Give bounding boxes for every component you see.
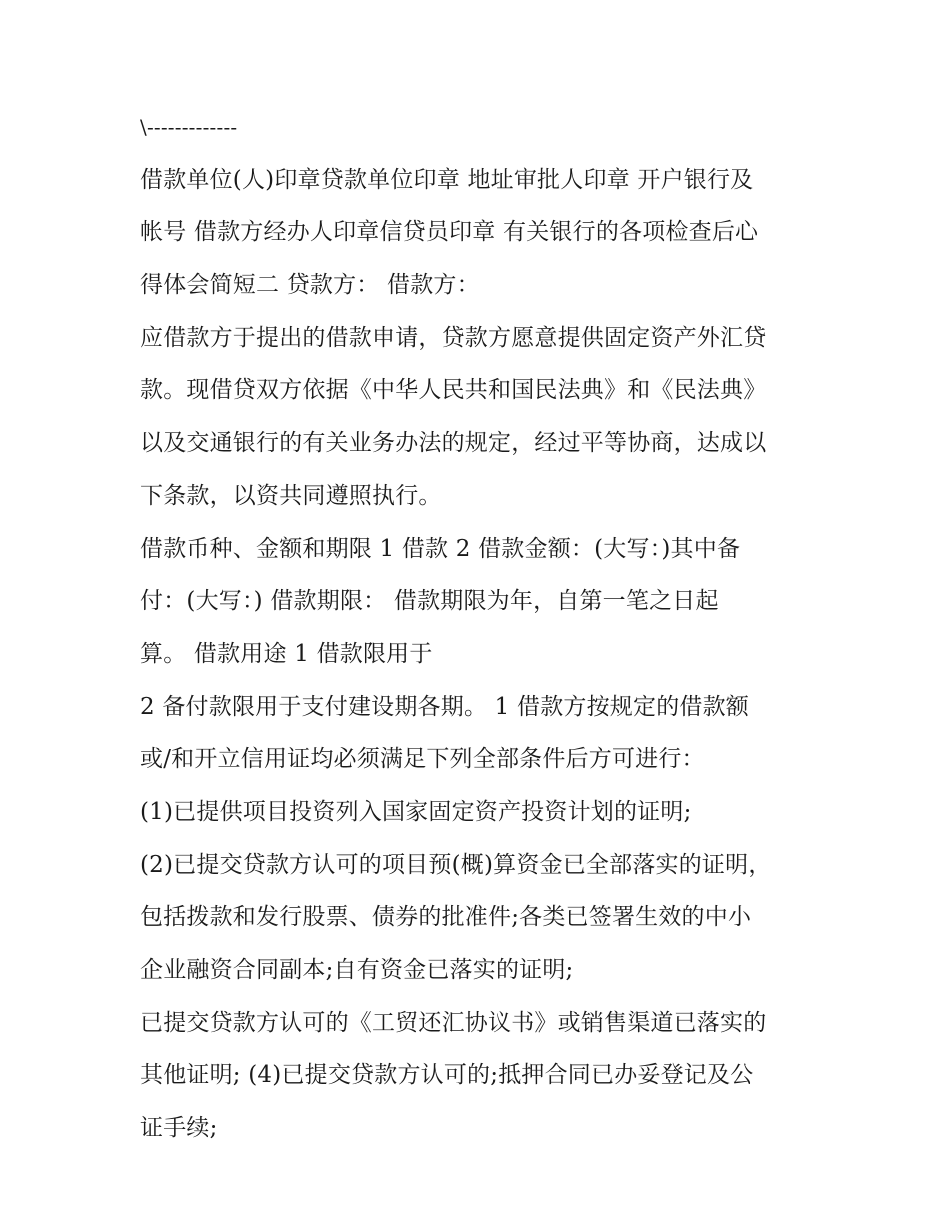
text-line: 已提交贷款方认可的《工贸还汇协议书》或销售渠道已落实的 — [140, 1009, 767, 1036]
text-line: 2 备付款限用于支付建设期各期。 1 借款方按规定的借款额 — [140, 693, 749, 720]
text-line: 帐号 借款方经办人印章信贷员印章 有关银行的各项检查后心 — [140, 219, 759, 246]
text-line: 或/和开立信用证均必须满足下列全部条件后方可进行： — [140, 746, 705, 773]
text-line: (1)已提供项目投资列入国家固定资产投资计划的证明; — [140, 798, 692, 825]
text-line: 得体会简短二 贷款方： 借款方： — [140, 272, 480, 299]
separator-line: \------------- — [140, 115, 238, 139]
text-line: (2)已提交贷款方认可的项目预(概)算资金已全部落实的证明， — [140, 851, 772, 878]
text-line: 款。现借贷双方依据《中华人民共和国民法典》和《民法典》 — [140, 377, 767, 404]
text-line: 借款单位(人)印章贷款单位印章 地址审批人印章 开户银行及 — [140, 166, 754, 193]
text-line: 其他证明; (4)已提交贷款方认可的;抵押合同已办妥登记及公 — [140, 1062, 754, 1089]
text-line: 下条款，以资共同遵照执行。 — [140, 482, 442, 509]
text-line: 包括拨款和发行股票、债券的批准件;各类已签署生效的中小 — [140, 904, 752, 931]
text-line: 证手续; — [140, 1115, 218, 1142]
text-line: 付：(大写：) 借款期限： 借款期限为年，自第一笔之日起 — [140, 588, 719, 615]
text-line: 企业融资合同副本;自有资金已落实的证明; — [140, 957, 574, 983]
text-line: 借款币种、金额和期限 1 借款 2 借款金额：(大写：)其中备 — [140, 535, 741, 562]
text-line: 算。 借款用途 1 借款限用于 — [140, 640, 433, 667]
text-line: 应借款方于提出的借款申请，贷款方愿意提供固定资产外汇贷 — [140, 324, 767, 351]
document-body — [140, 112, 820, 1166]
text-line: 以及交通银行的有关业务办法的规定，经过平等协商，达成以 — [140, 430, 767, 457]
